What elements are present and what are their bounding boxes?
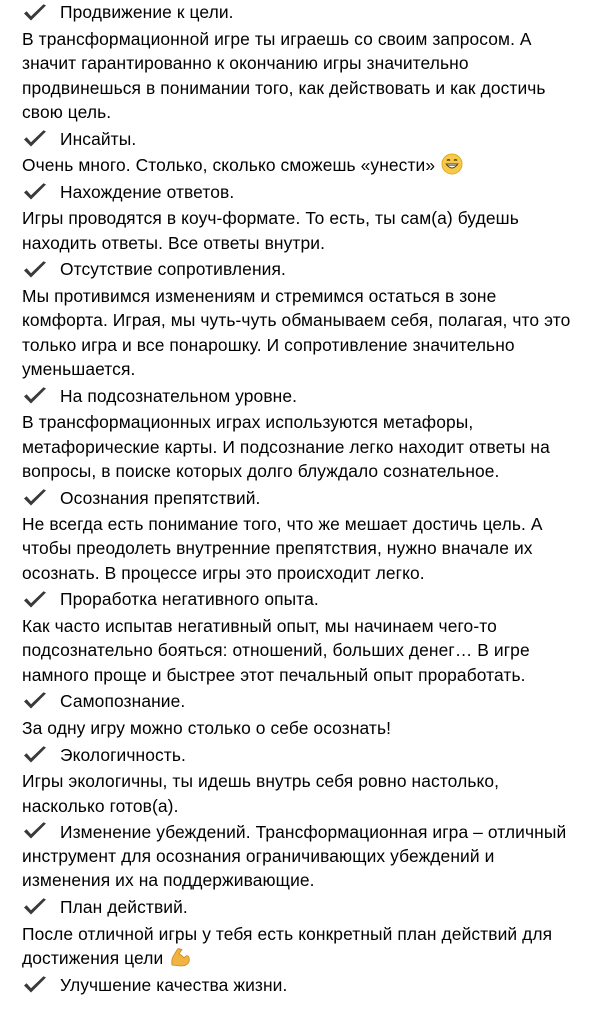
item-title: Осознания препятствий. xyxy=(60,487,261,508)
item-heading-inline xyxy=(22,820,588,893)
item-title: Инсайты. xyxy=(60,128,137,149)
check-mark-icon xyxy=(22,897,48,917)
check-mark-icon xyxy=(22,821,48,841)
item-body: В трансформационных играх используются метафоры, метафорические карты. И подсознание легко находит ответы на вопросы, в поиске которых долго блуждало сознательное. xyxy=(22,412,550,481)
flexed-biceps-emoji-icon xyxy=(169,946,191,968)
item-body: Игры проводятся в коуч-формате. То есть, ты сам(а) будешь находить ответы. Все ответы внутри. xyxy=(22,208,519,253)
item-heading xyxy=(22,257,588,282)
item-title: Изменение убеждений. Трансформационная игра – отличный инструмент для осознания ограничивающих убеждений и изменения их на поддерживающие. xyxy=(22,821,567,891)
item-body: Не всегда есть понимание того, что же мешает достичь цель. А чтобы преодолеть внутренние препятствия, нужно вначале их осознать. В процессе игры это происходит легко. xyxy=(22,514,543,583)
item-heading xyxy=(22,0,588,25)
item-title: Нахождение ответов. xyxy=(60,181,235,202)
item-title: Улучшение качества жизни. xyxy=(60,974,288,995)
item-title: Самопознание. xyxy=(60,691,186,712)
check-mark-icon xyxy=(22,129,48,149)
item-body-text: Очень много. Столько, сколько сможешь «унести» xyxy=(22,155,436,176)
item-body-text: После отличной игры у тебя есть конкретный план действий для достижения цели xyxy=(22,923,553,969)
item-heading xyxy=(22,895,588,920)
item-body: За одну игру можно столько о себе осознать! xyxy=(22,717,392,738)
item-body: Игры экологичны, ты идешь внутрь себя ровно настолько, насколько готов(а). xyxy=(22,771,500,816)
check-mark-icon xyxy=(22,182,48,202)
item-heading xyxy=(22,485,588,510)
check-mark-icon xyxy=(22,3,48,23)
item-title: План действий. xyxy=(60,897,188,918)
item-heading xyxy=(22,742,588,767)
item-body: В трансформационной игре ты играешь со своим запросом. А значит гарантированно к окончанию игры значительно продвинешься в понимании того, как действовать и как достичь свою цель. xyxy=(22,29,546,122)
item-heading xyxy=(22,126,588,151)
item-title: Проработка негативного опыта. xyxy=(60,589,319,610)
item-heading xyxy=(22,587,588,612)
document xyxy=(22,0,588,997)
item-heading xyxy=(22,179,588,204)
check-mark-icon xyxy=(22,386,48,406)
item-body xyxy=(22,922,588,971)
item-heading xyxy=(22,689,588,714)
check-mark-icon xyxy=(22,260,48,280)
check-mark-icon xyxy=(22,691,48,711)
item-title: Продвижение к цели. xyxy=(60,2,234,23)
item-body: Мы противимся изменениям и стремимся остаться в зоне комфорта. Играя, мы чуть-чуть обманываем себя, полагая, что это только игра и все понарошку. И сопротивление значительно уменьшается. xyxy=(22,286,571,379)
item-body: Как часто испытав негативный опыт, мы начинаем чего-то подсознательно бояться: отношений, больших денег… В игре намного проще и быстрее этот печальный опыт проработать. xyxy=(22,616,530,685)
item-heading xyxy=(22,383,588,408)
check-mark-icon xyxy=(22,975,48,995)
check-mark-icon xyxy=(22,488,48,508)
item-heading xyxy=(22,972,588,997)
item-title: На подсознательном уровне. xyxy=(60,385,298,406)
item-title: Экологичность. xyxy=(60,744,186,765)
check-mark-icon xyxy=(22,745,48,765)
item-title: Отсутствие сопротивления. xyxy=(60,259,286,280)
grinning-face-emoji-icon xyxy=(441,153,463,175)
check-mark-icon xyxy=(22,590,48,610)
item-body xyxy=(22,153,588,177)
